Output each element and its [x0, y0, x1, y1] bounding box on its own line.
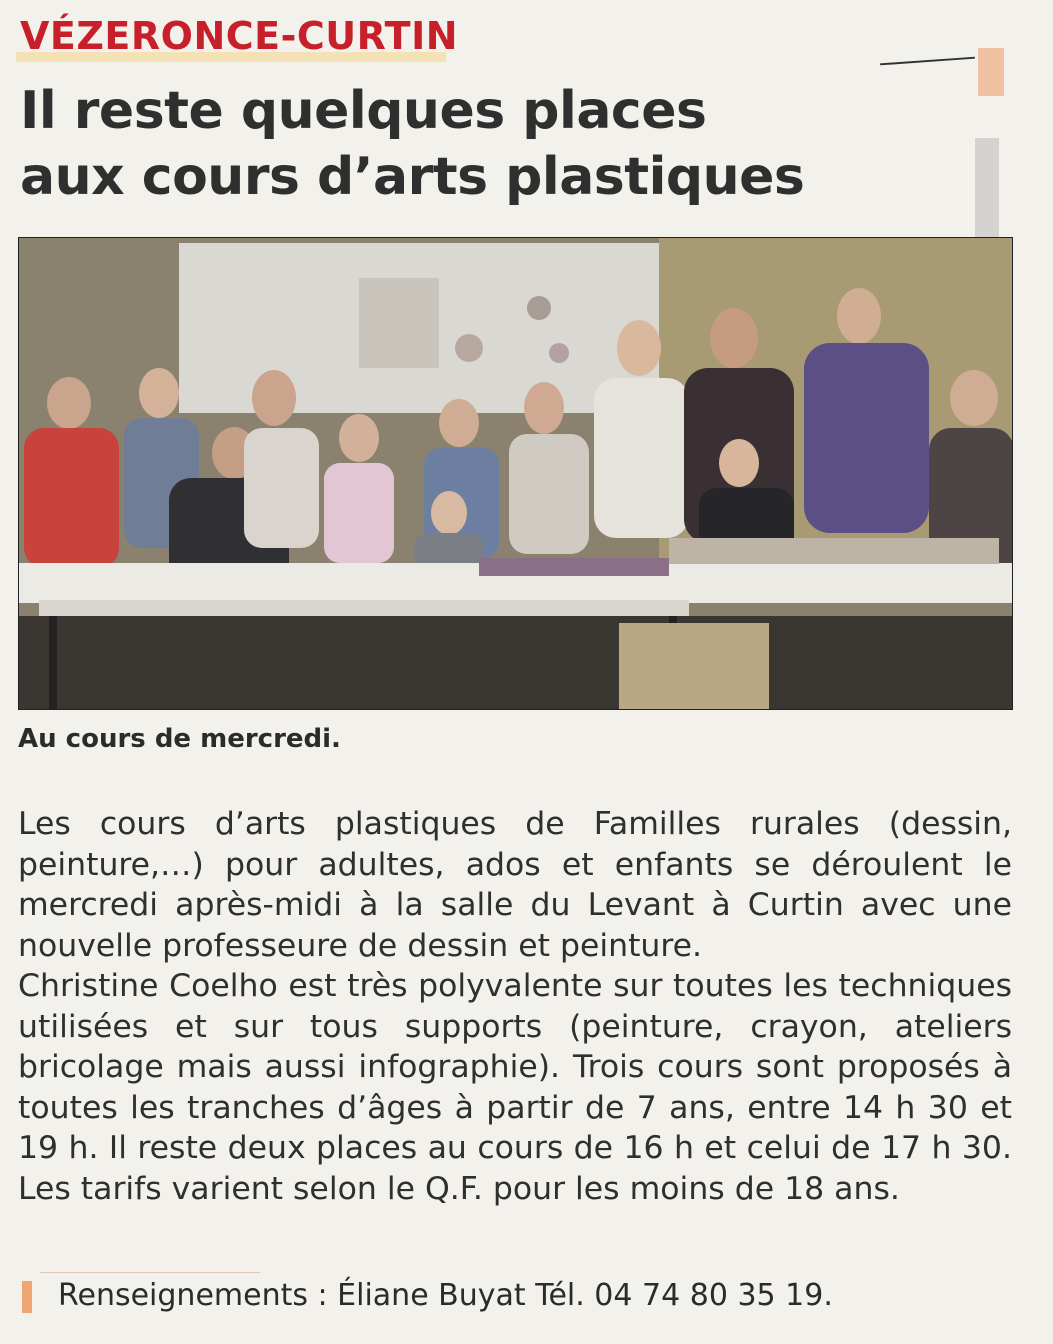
handwritten-underline — [880, 57, 975, 66]
headline — [20, 78, 920, 210]
photo-caption: Au cours de mercredi. — [18, 724, 341, 754]
contact-info-line: Renseignements : Éliane Buyat Tél. 04 74 80 35 19. — [58, 1278, 833, 1313]
info-separator — [40, 1272, 260, 1273]
section-kicker: VÉZERONCE-CURTIN — [20, 14, 459, 58]
body-paragraph-1: Les cours d’arts plastiques de Familles rurales (dessin, peinture,…) pour adultes, ados et enfants se déroulent le mercredi après-midi à la salle du Levant à Curtin avec une nouvelle professeure de dessin et peinture. — [18, 806, 1012, 964]
group-photo-illustration — [19, 238, 1013, 710]
body-paragraph-2: Christine Coelho est très polyvalente sur toutes les techniques utilisées et sur tous supports (peinture, crayon, ateliers bricolage mais aussi infographie). Trois cours sont proposés à toutes les tranches d’âges à partir de 7 ans, entre 14 h 30 et 19 h. Il reste deux places au cours de 16 h et celui de 17 h 30. Les tarifs varient selon le Q.F. pour les moins de 18 ans. — [18, 968, 1012, 1207]
info-accent-bar — [22, 1281, 32, 1313]
article-body — [18, 804, 1012, 1209]
bleed-through-mark — [975, 138, 999, 238]
corner-color-tab — [978, 48, 1004, 96]
headline-line-2: aux cours d’arts plastiques — [20, 147, 805, 207]
group-photo — [18, 237, 1013, 710]
headline-line-1: Il reste quelques places — [20, 81, 707, 141]
